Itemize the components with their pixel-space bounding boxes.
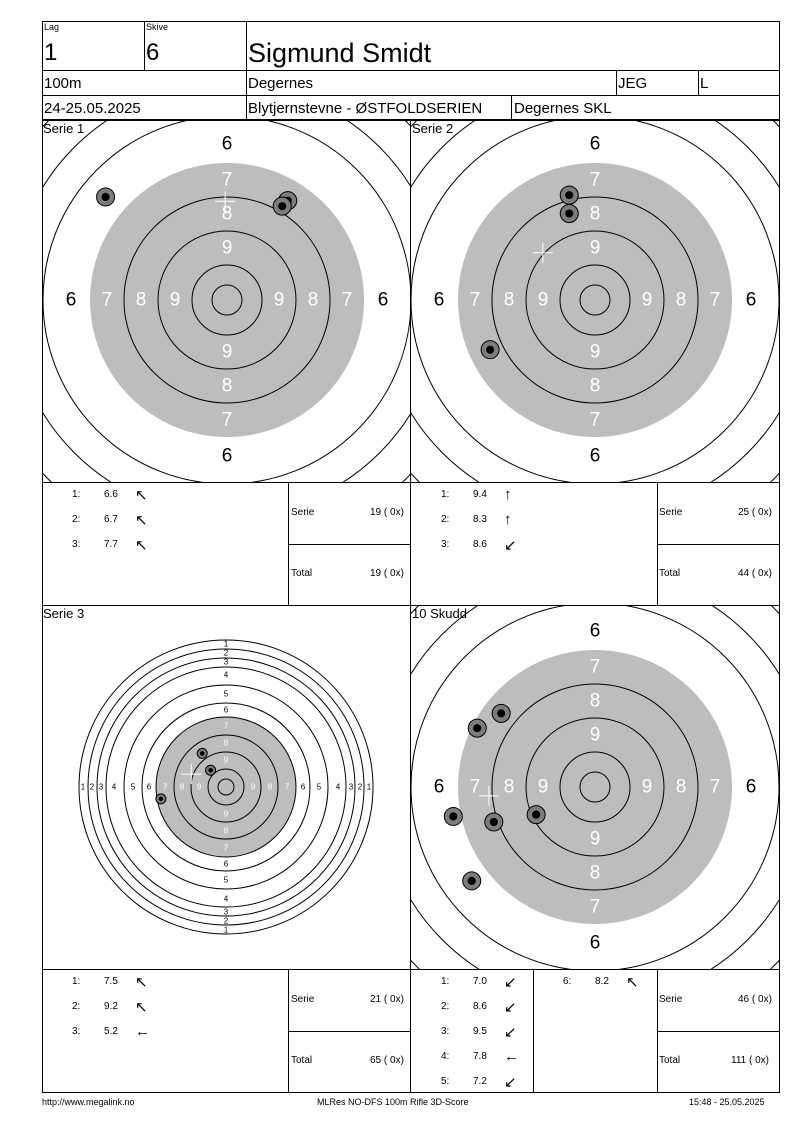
- ring-label: 3: [223, 907, 229, 917]
- shot-number: 2:: [72, 514, 81, 525]
- ring-label: 8: [589, 203, 601, 225]
- ring-label: 6: [745, 776, 757, 798]
- ring-label: 8: [675, 776, 687, 798]
- ring-label: 3: [348, 782, 354, 792]
- ring-label: 3: [98, 782, 104, 792]
- ring-label: 7: [589, 896, 601, 918]
- shot-center: [449, 812, 457, 820]
- ring-label: 9: [537, 289, 549, 311]
- ring-label: 6: [589, 445, 601, 467]
- ring-label: 7: [221, 409, 233, 431]
- distance: 100m: [44, 75, 82, 92]
- shot-center: [473, 724, 481, 732]
- ring-label: 7: [469, 776, 481, 798]
- ring-label: 8: [589, 690, 601, 712]
- shot-center: [468, 877, 476, 885]
- ring-label: 9: [223, 755, 229, 765]
- shot-direction-arrow-icon: ↖: [135, 487, 148, 504]
- shot-number: 3:: [72, 1026, 81, 1037]
- shot-number: 4:: [441, 1051, 450, 1062]
- ring-label: 5: [223, 689, 229, 699]
- shot-value: 8.2: [595, 976, 609, 987]
- ring-label: 9: [221, 237, 233, 259]
- ring-label: 8: [221, 375, 233, 397]
- shot-center: [490, 818, 498, 826]
- shot-direction-arrow-icon: ↖: [135, 999, 148, 1016]
- ring-label: 7: [223, 721, 229, 731]
- ring-label: 8: [221, 203, 233, 225]
- shot-center: [278, 202, 286, 210]
- ring-label: 6: [65, 289, 77, 311]
- ring-label: 9: [589, 828, 601, 850]
- shooter-name: Sigmund Smidt: [248, 38, 432, 68]
- shot-value: 5.2: [104, 1026, 118, 1037]
- shot-center: [565, 191, 573, 199]
- ring-label: 5: [130, 782, 136, 792]
- total-value-2: 44 ( 0x): [738, 568, 772, 579]
- ring-label: 9: [273, 289, 285, 311]
- ring-label: 8: [179, 782, 185, 792]
- skive-label: Skive: [146, 22, 169, 32]
- ring-label: 6: [745, 289, 757, 311]
- ring-label: 7: [709, 289, 721, 311]
- ring-label: 7: [589, 656, 601, 678]
- shot-direction-arrow-icon: ↖: [135, 537, 148, 554]
- shot-number: 2:: [441, 514, 450, 525]
- serie-value-2: 25 ( 0x): [738, 507, 772, 518]
- shot-value: 9.5: [473, 1026, 487, 1037]
- shot-direction-arrow-icon: ←: [504, 1048, 519, 1065]
- ring-label: 8: [589, 862, 601, 884]
- ring-label: 2: [89, 782, 95, 792]
- ring-label: 7: [101, 289, 113, 311]
- target-serie-3: [43, 606, 410, 969]
- ring-label: 5: [223, 875, 229, 885]
- shot-center: [486, 346, 494, 354]
- ring-label: 8: [135, 289, 147, 311]
- shot-number: 3:: [441, 539, 450, 550]
- shot-direction-arrow-icon: ↙: [504, 1024, 517, 1041]
- organizer: Degernes SKL: [514, 100, 612, 117]
- ring-label: 8: [589, 375, 601, 397]
- ring-label: 1: [223, 639, 229, 649]
- shot-value: 7.2: [473, 1076, 487, 1087]
- ring-label: 7: [221, 169, 233, 191]
- ring-label: 9: [641, 289, 653, 311]
- shot-value: 8.3: [473, 514, 487, 525]
- shot-center: [208, 768, 213, 773]
- total-label-1: Total: [291, 568, 313, 579]
- ring-label: 9: [250, 782, 256, 792]
- ring-label: 7: [709, 776, 721, 798]
- shot-value: 6.6: [104, 489, 118, 500]
- ring-label: 8: [503, 289, 515, 311]
- ring-label: 9: [589, 237, 601, 259]
- shot-direction-arrow-icon: ↙: [504, 999, 517, 1016]
- club: Degernes: [248, 75, 314, 92]
- footer-url[interactable]: http://www.megalink.no: [42, 1097, 135, 1107]
- skive-value: 6: [146, 39, 160, 66]
- ring-label: 9: [221, 341, 233, 363]
- target-serie-1: [43, 121, 410, 482]
- panel-title-4: 10 Skudd: [412, 606, 467, 621]
- shot-number: 5:: [441, 1076, 450, 1087]
- shot-direction-arrow-icon: ↖: [626, 974, 639, 991]
- shot-value: 9.2: [104, 1001, 118, 1012]
- ring-label: 6: [589, 932, 601, 954]
- shot-value: 6.7: [104, 514, 118, 525]
- total-value-4: 111 ( 0x): [731, 1055, 769, 1066]
- ring-label: 6: [433, 289, 445, 311]
- total-label-3: Total: [291, 1055, 313, 1066]
- footer-software: MLRes NO-DFS 100m Rifle 3D-Score: [317, 1097, 469, 1107]
- ring-label: 4: [111, 782, 117, 792]
- shot-center: [102, 193, 110, 201]
- serie-value-1: 19 ( 0x): [370, 507, 404, 518]
- ring-label: 6: [223, 859, 229, 869]
- ring-label: 6: [221, 445, 233, 467]
- shot-direction-arrow-icon: ↖: [135, 974, 148, 991]
- ring-label: 7: [162, 782, 168, 792]
- ring-label: 9: [589, 341, 601, 363]
- shot-number: 3:: [441, 1026, 450, 1037]
- ring-label: 2: [223, 916, 229, 926]
- ring-label: 6: [221, 133, 233, 155]
- lag-value: 1: [44, 39, 58, 66]
- ring-label: 9: [196, 782, 202, 792]
- ring-label: 9: [641, 776, 653, 798]
- shot-value: 7.7: [104, 539, 118, 550]
- ring-label: 1: [223, 925, 229, 935]
- target-rings: [79, 640, 373, 934]
- event: Blytjernstevne - ØSTFOLDSERIEN: [248, 100, 483, 117]
- ring-label: 7: [469, 289, 481, 311]
- total-value-1: 19 ( 0x): [370, 568, 404, 579]
- ring-label: 2: [357, 782, 363, 792]
- ring-label: 7: [223, 843, 229, 853]
- total-label-4: Total: [659, 1055, 681, 1066]
- ring-label: 9: [537, 776, 549, 798]
- target-10-skudd: [411, 606, 779, 969]
- shot-number: 1:: [72, 976, 81, 987]
- shot-direction-arrow-icon: ↖: [135, 512, 148, 529]
- shot-value: 7.5: [104, 976, 118, 987]
- ring-label: 7: [589, 169, 601, 191]
- ring-label: 7: [341, 289, 353, 311]
- shot-direction-arrow-icon: ↙: [504, 1074, 517, 1091]
- shot-number: 2:: [441, 1001, 450, 1012]
- ring-label: 6: [146, 782, 152, 792]
- panel-title-2: Serie 2: [412, 121, 454, 136]
- ring-label: 8: [223, 738, 229, 748]
- shot-center: [200, 751, 205, 756]
- shot-center: [565, 209, 573, 217]
- panel-title-3: Serie 3: [43, 606, 85, 621]
- ring-label: 8: [503, 776, 515, 798]
- serie-label-1: Serie: [291, 507, 315, 518]
- ring-label: 4: [223, 670, 229, 680]
- shot-number: 2:: [72, 1001, 81, 1012]
- total-value-3: 65 ( 0x): [370, 1055, 404, 1066]
- shot-number: 3:: [72, 539, 81, 550]
- ring-label: 9: [223, 809, 229, 819]
- shot-number: 1:: [441, 976, 450, 987]
- shot-value: 9.4: [473, 489, 487, 500]
- shot-center: [532, 811, 540, 819]
- serie-label-4: Serie: [659, 994, 683, 1005]
- ring-label: 1: [80, 782, 86, 792]
- total-label-2: Total: [659, 568, 681, 579]
- ring-label: 6: [433, 776, 445, 798]
- ring-label: 8: [675, 289, 687, 311]
- serie-value-4: 46 ( 0x): [738, 994, 772, 1005]
- serie-label-3: Serie: [291, 994, 315, 1005]
- ring-label: 4: [335, 782, 341, 792]
- ring-label: 4: [223, 894, 229, 904]
- shot-number: 1:: [441, 489, 450, 500]
- ring-label: 6: [589, 620, 601, 642]
- shot-direction-arrow-icon: ↑: [504, 486, 512, 503]
- ring-label: 3: [223, 657, 229, 667]
- shot-direction-arrow-icon: ↙: [504, 537, 517, 554]
- ring-label: 6: [589, 133, 601, 155]
- serie-label-2: Serie: [659, 507, 683, 518]
- ring-label: 6: [300, 782, 306, 792]
- footer-timestamp: 15:48 - 25.05.2025: [689, 1097, 765, 1107]
- ring-label: 2: [223, 648, 229, 658]
- class: JEG: [618, 75, 648, 92]
- shot-direction-arrow-icon: ←: [135, 1023, 150, 1040]
- shot-number: 6:: [563, 976, 572, 987]
- shot-value: 7.8: [473, 1051, 487, 1062]
- ring-label: 7: [589, 409, 601, 431]
- shot-direction-arrow-icon: ↑: [504, 511, 512, 528]
- lag-label: Lag: [44, 22, 60, 32]
- shot-value: 7.0: [473, 976, 487, 987]
- ring-label: 8: [223, 826, 229, 836]
- ring-label: 5: [316, 782, 322, 792]
- target-serie-2: [411, 121, 779, 482]
- shot-number: 1:: [72, 489, 81, 500]
- panel-title-1: Serie 1: [43, 121, 85, 136]
- ring-label: 6: [223, 705, 229, 715]
- serie-value-3: 21 ( 0x): [370, 994, 404, 1005]
- ring-label: 6: [377, 289, 389, 311]
- shot-direction-arrow-icon: ↙: [504, 974, 517, 991]
- shot-value: 8.6: [473, 539, 487, 550]
- shot-center: [159, 797, 164, 802]
- ring-label: 9: [169, 289, 181, 311]
- ring-label: 8: [267, 782, 273, 792]
- class2: L: [700, 75, 709, 92]
- ring-label: 1: [366, 782, 372, 792]
- ring-label: 9: [589, 724, 601, 746]
- shot-center: [497, 709, 505, 717]
- shot-value: 8.6: [473, 1001, 487, 1012]
- date: 24-25.05.2025: [44, 100, 141, 117]
- ring-label: 7: [284, 782, 290, 792]
- ring-label: 8: [307, 289, 319, 311]
